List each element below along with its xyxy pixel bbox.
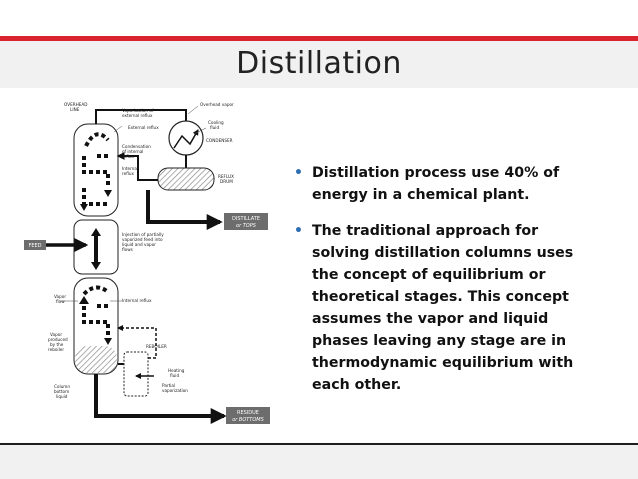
label-injection-4: flows (122, 247, 133, 252)
label-vaporization: Vaporization of (122, 108, 154, 113)
bullet-dot-icon: • (294, 223, 303, 239)
label-overhead-line: OVERHEAD (64, 102, 88, 107)
label-cooling-fluid-2: fluid (210, 125, 220, 130)
bullet-item (292, 162, 592, 206)
label-heating-fluid: Heating (168, 368, 185, 373)
label-injection: Injection of partially (122, 232, 164, 237)
bullet-text: The traditional approach for solving distillation columns uses the concept of equilibrium or theoretical stages. This concept assumes the vapor and liquid phases leaving any stage are in thermodynamic equilibrium with each other. (312, 223, 574, 393)
label-column-bottom-3: liquid (56, 394, 68, 399)
label-internal-reflux-mid: Internal reflux (122, 298, 152, 303)
bullet-list (292, 162, 592, 410)
label-partial-vaporization-2: vaporization (162, 388, 188, 393)
distillate-line (148, 190, 220, 222)
label-vaporization-2: external reflux (122, 113, 153, 118)
label-reflux-drum-2: DRUM (220, 179, 233, 184)
label-overhead-vapor: Overhead vapor (200, 102, 234, 107)
label-column-bottom-2: bottom (54, 389, 70, 394)
label-vapor-produced: Vapor (50, 332, 63, 337)
slide-title: Distillation (236, 46, 402, 81)
label-overhead-line-2: LINE (70, 107, 80, 112)
bullet-text: Distillation process use 40% of energy in a chemical plant. (312, 165, 560, 203)
residue-label: RESIDUE (237, 410, 259, 416)
label-cooling-fluid: Cooling (208, 120, 224, 125)
label-heating-fluid-2: fluid (170, 373, 180, 378)
label-vapor-produced-4: reboiler (48, 347, 65, 352)
label-condenser: CONDENSER (206, 138, 233, 143)
label-reboiler: REBOILER (146, 344, 167, 349)
label-vapor-flow-2: flow (56, 299, 65, 304)
label-internal-reflux-top: Internal (122, 166, 139, 171)
reboiler-box (124, 352, 148, 396)
distillation-column-diagram (18, 96, 276, 432)
bullet-item (292, 220, 592, 396)
feed-label: FEED (28, 243, 42, 249)
condenser-circle (169, 121, 203, 155)
label-external-reflux: External reflux (128, 125, 159, 130)
label-vapor-produced-3: by the (50, 342, 64, 347)
column-bottom-liquid (75, 346, 117, 373)
footer-band (0, 445, 638, 479)
label-vapor-produced-2: produced (48, 337, 68, 342)
label-condensation: Condensation (122, 144, 151, 149)
residue-line (96, 374, 224, 416)
distillate-label-2: or TOPS (236, 223, 256, 229)
reflux-drum (158, 168, 214, 190)
label-partial-vaporization: Partial (162, 383, 176, 388)
label-reflux-drum: REFLUX (218, 174, 235, 179)
distillate-label: DISTILLATE (232, 216, 260, 222)
label-injection-3: liquid and vapor (122, 242, 156, 247)
label-condensation-2: of internal (122, 149, 144, 154)
label-column-bottom: Column (54, 384, 71, 389)
label-internal-reflux-top-2: reflux (122, 171, 134, 176)
label-condensation-3: reflux (122, 154, 134, 159)
label-vapor-flow: Vapor (54, 294, 67, 299)
label-injection-2: vaporized feed into (122, 237, 163, 242)
residue-label-2: or BOTTOMS (232, 417, 264, 423)
bullet-dot-icon: • (294, 165, 303, 181)
